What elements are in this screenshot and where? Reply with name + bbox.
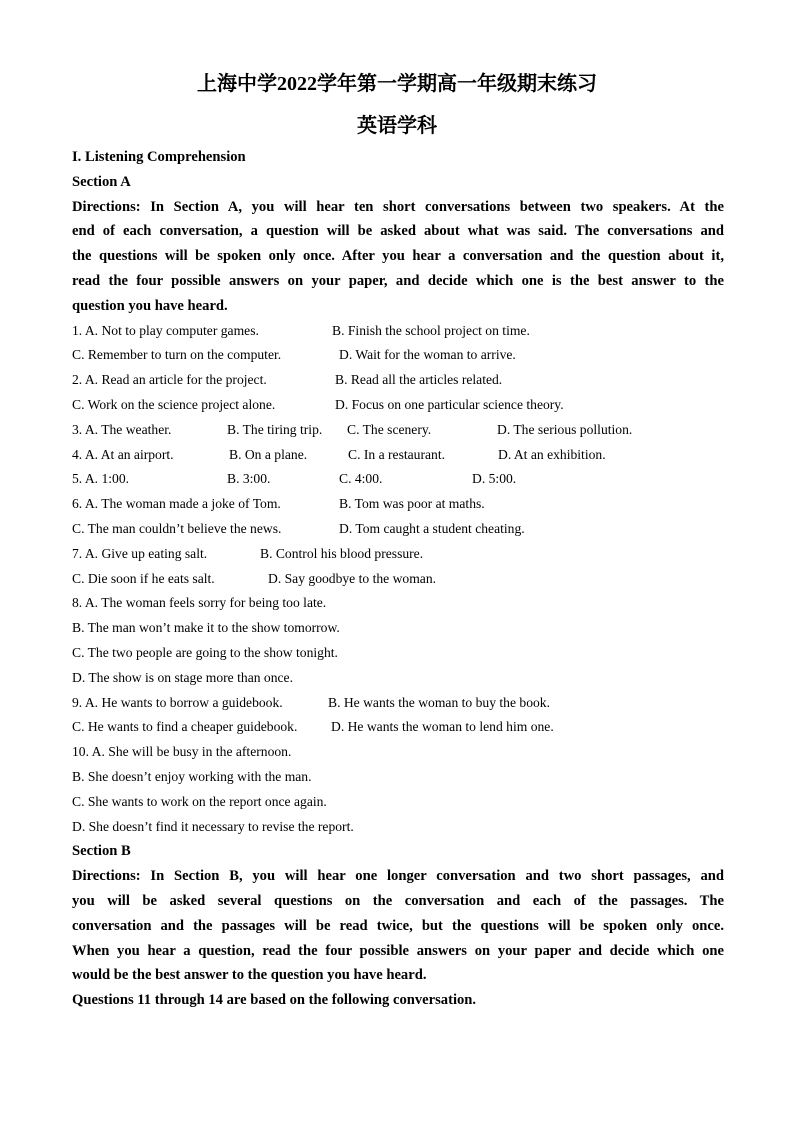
q6-option-a: 6. A. The woman made a joke of Tom.: [72, 496, 281, 512]
question-6-row-2: [72, 517, 724, 542]
q8-option-c: C. The two people are going to the show tonight.: [72, 644, 338, 660]
q4-option-d: D. At an exhibition.: [498, 446, 606, 462]
q10-option-b: B. She doesn’t enjoy working with the man.: [72, 768, 312, 784]
section-b-heading: Section B: [72, 843, 131, 860]
question-3-row: [72, 418, 724, 443]
page-subtitle: 英语学科: [357, 115, 437, 137]
q10-option-d: D. She doesn’t find it necessary to revise the report.: [72, 818, 354, 834]
q7-option-d: D. Say goodbye to the woman.: [268, 570, 437, 586]
section-a-heading: Section A: [72, 173, 131, 190]
q3-option-d: D. The serious pollution.: [497, 421, 633, 437]
q3-option-a: 3. A. The weather.: [72, 421, 172, 437]
part-heading: I. Listening Comprehension: [72, 149, 246, 165]
q6-option-b: B. Tom was poor at maths.: [339, 496, 485, 512]
q9-option-c: C. He wants to find a cheaper guidebook.: [72, 719, 298, 735]
section-b-directions-line: conversation and the passages will be read twice, but the questions will be spoken only once.: [72, 917, 724, 934]
q2-option-a: 2. A. Read an article for the project.: [72, 372, 267, 388]
q8-option-b: B. The man won’t make it to the show tomorrow.: [72, 620, 340, 636]
question-6-row-1: [72, 492, 724, 517]
question-1-row-1: [72, 319, 724, 344]
q3-option-b: B. The tiring trip.: [227, 421, 323, 437]
q7-option-b: B. Control his blood pressure.: [260, 545, 424, 561]
q1-option-b: B. Finish the school project on time.: [332, 322, 530, 338]
q9-option-d: D. He wants the woman to lend him one.: [331, 719, 554, 735]
question-4-row: [72, 443, 724, 468]
q1-option-d: D. Wait for the woman to arrive.: [339, 347, 516, 363]
question-7-row-1: [72, 542, 724, 567]
q2-option-c: C. Work on the science project alone.: [72, 396, 276, 412]
question-5-row: [72, 467, 724, 492]
section-b-note: Questions 11 through 14 are based on the following conversation.: [72, 992, 477, 1009]
question-9-row-2: [72, 715, 724, 740]
question-9-row-1: [72, 691, 724, 716]
q5-option-b: B. 3:00.: [227, 471, 271, 487]
q3-option-c: C. The scenery.: [347, 421, 432, 437]
question-1-row-2: [72, 343, 724, 368]
page-title: 上海中学2022学年第一学期高一年级期末练习: [197, 73, 597, 95]
section-b-directions-line: would be the best answer to the question you have heard.: [72, 967, 427, 984]
q4-option-b: B. On a plane.: [229, 446, 308, 462]
q6-option-d: D. Tom caught a student cheating.: [339, 520, 525, 536]
exam-content: [72, 145, 724, 1013]
q5-option-c: C. 4:00.: [339, 471, 383, 487]
q10-option-c: C. She wants to work on the report once again.: [72, 793, 327, 809]
section-b-directions-line: you will be asked several questions on the conversation and each of the passages. The: [72, 892, 724, 909]
q4-option-c: C. In a restaurant.: [348, 446, 446, 462]
q9-option-a: 9. A. He wants to borrow a guidebook.: [72, 694, 283, 710]
section-a-directions-line: Directions: In Section A, you will hear ten short conversations between two speakers. At the: [72, 198, 724, 215]
section-a-directions-line: question you have heard.: [72, 297, 228, 314]
section-b-directions-line: Directions: In Section B, you will hear one longer conversation and two short passages, and: [72, 868, 724, 885]
q8-option-a: 8. A. The woman feels sorry for being too late.: [72, 595, 327, 611]
q7-option-a: 7. A. Give up eating salt.: [72, 545, 208, 561]
q1-option-a: 1. A. Not to play computer games.: [72, 322, 259, 338]
q4-option-a: 4. A. At an airport.: [72, 446, 174, 462]
q10-option-a: 10. A. She will be busy in the afternoon.: [72, 744, 292, 760]
section-a-directions-line: end of each conversation, a question will be asked about what was said. The conversations and: [72, 223, 724, 240]
section-a-directions-line: the questions will be spoken only once. After you hear a conversation and the question about it,: [72, 248, 724, 265]
q2-option-b: B. Read all the articles related.: [335, 372, 503, 388]
q6-option-c: C. The man couldn’t believe the news.: [72, 520, 282, 536]
q7-option-c: C. Die soon if he eats salt.: [72, 570, 215, 586]
question-2-row-2: [72, 393, 724, 418]
question-7-row-2: [72, 567, 724, 592]
section-a-directions-line: read the four possible answers on your paper, and decide which one is the best answer to the: [72, 272, 724, 289]
q2-option-d: D. Focus on one particular science theory.: [335, 396, 564, 412]
q5-option-a: 5. A. 1:00.: [72, 471, 130, 487]
q1-option-c: C. Remember to turn on the computer.: [72, 347, 282, 363]
section-b-directions-line: When you hear a question, read the four possible answers on your paper and decide which one: [72, 942, 724, 959]
question-2-row-1: [72, 368, 724, 393]
q8-option-d: D. The show is on stage more than once.: [72, 669, 293, 685]
q5-option-d: D. 5:00.: [472, 471, 517, 487]
q9-option-b: B. He wants the woman to buy the book.: [328, 694, 551, 710]
